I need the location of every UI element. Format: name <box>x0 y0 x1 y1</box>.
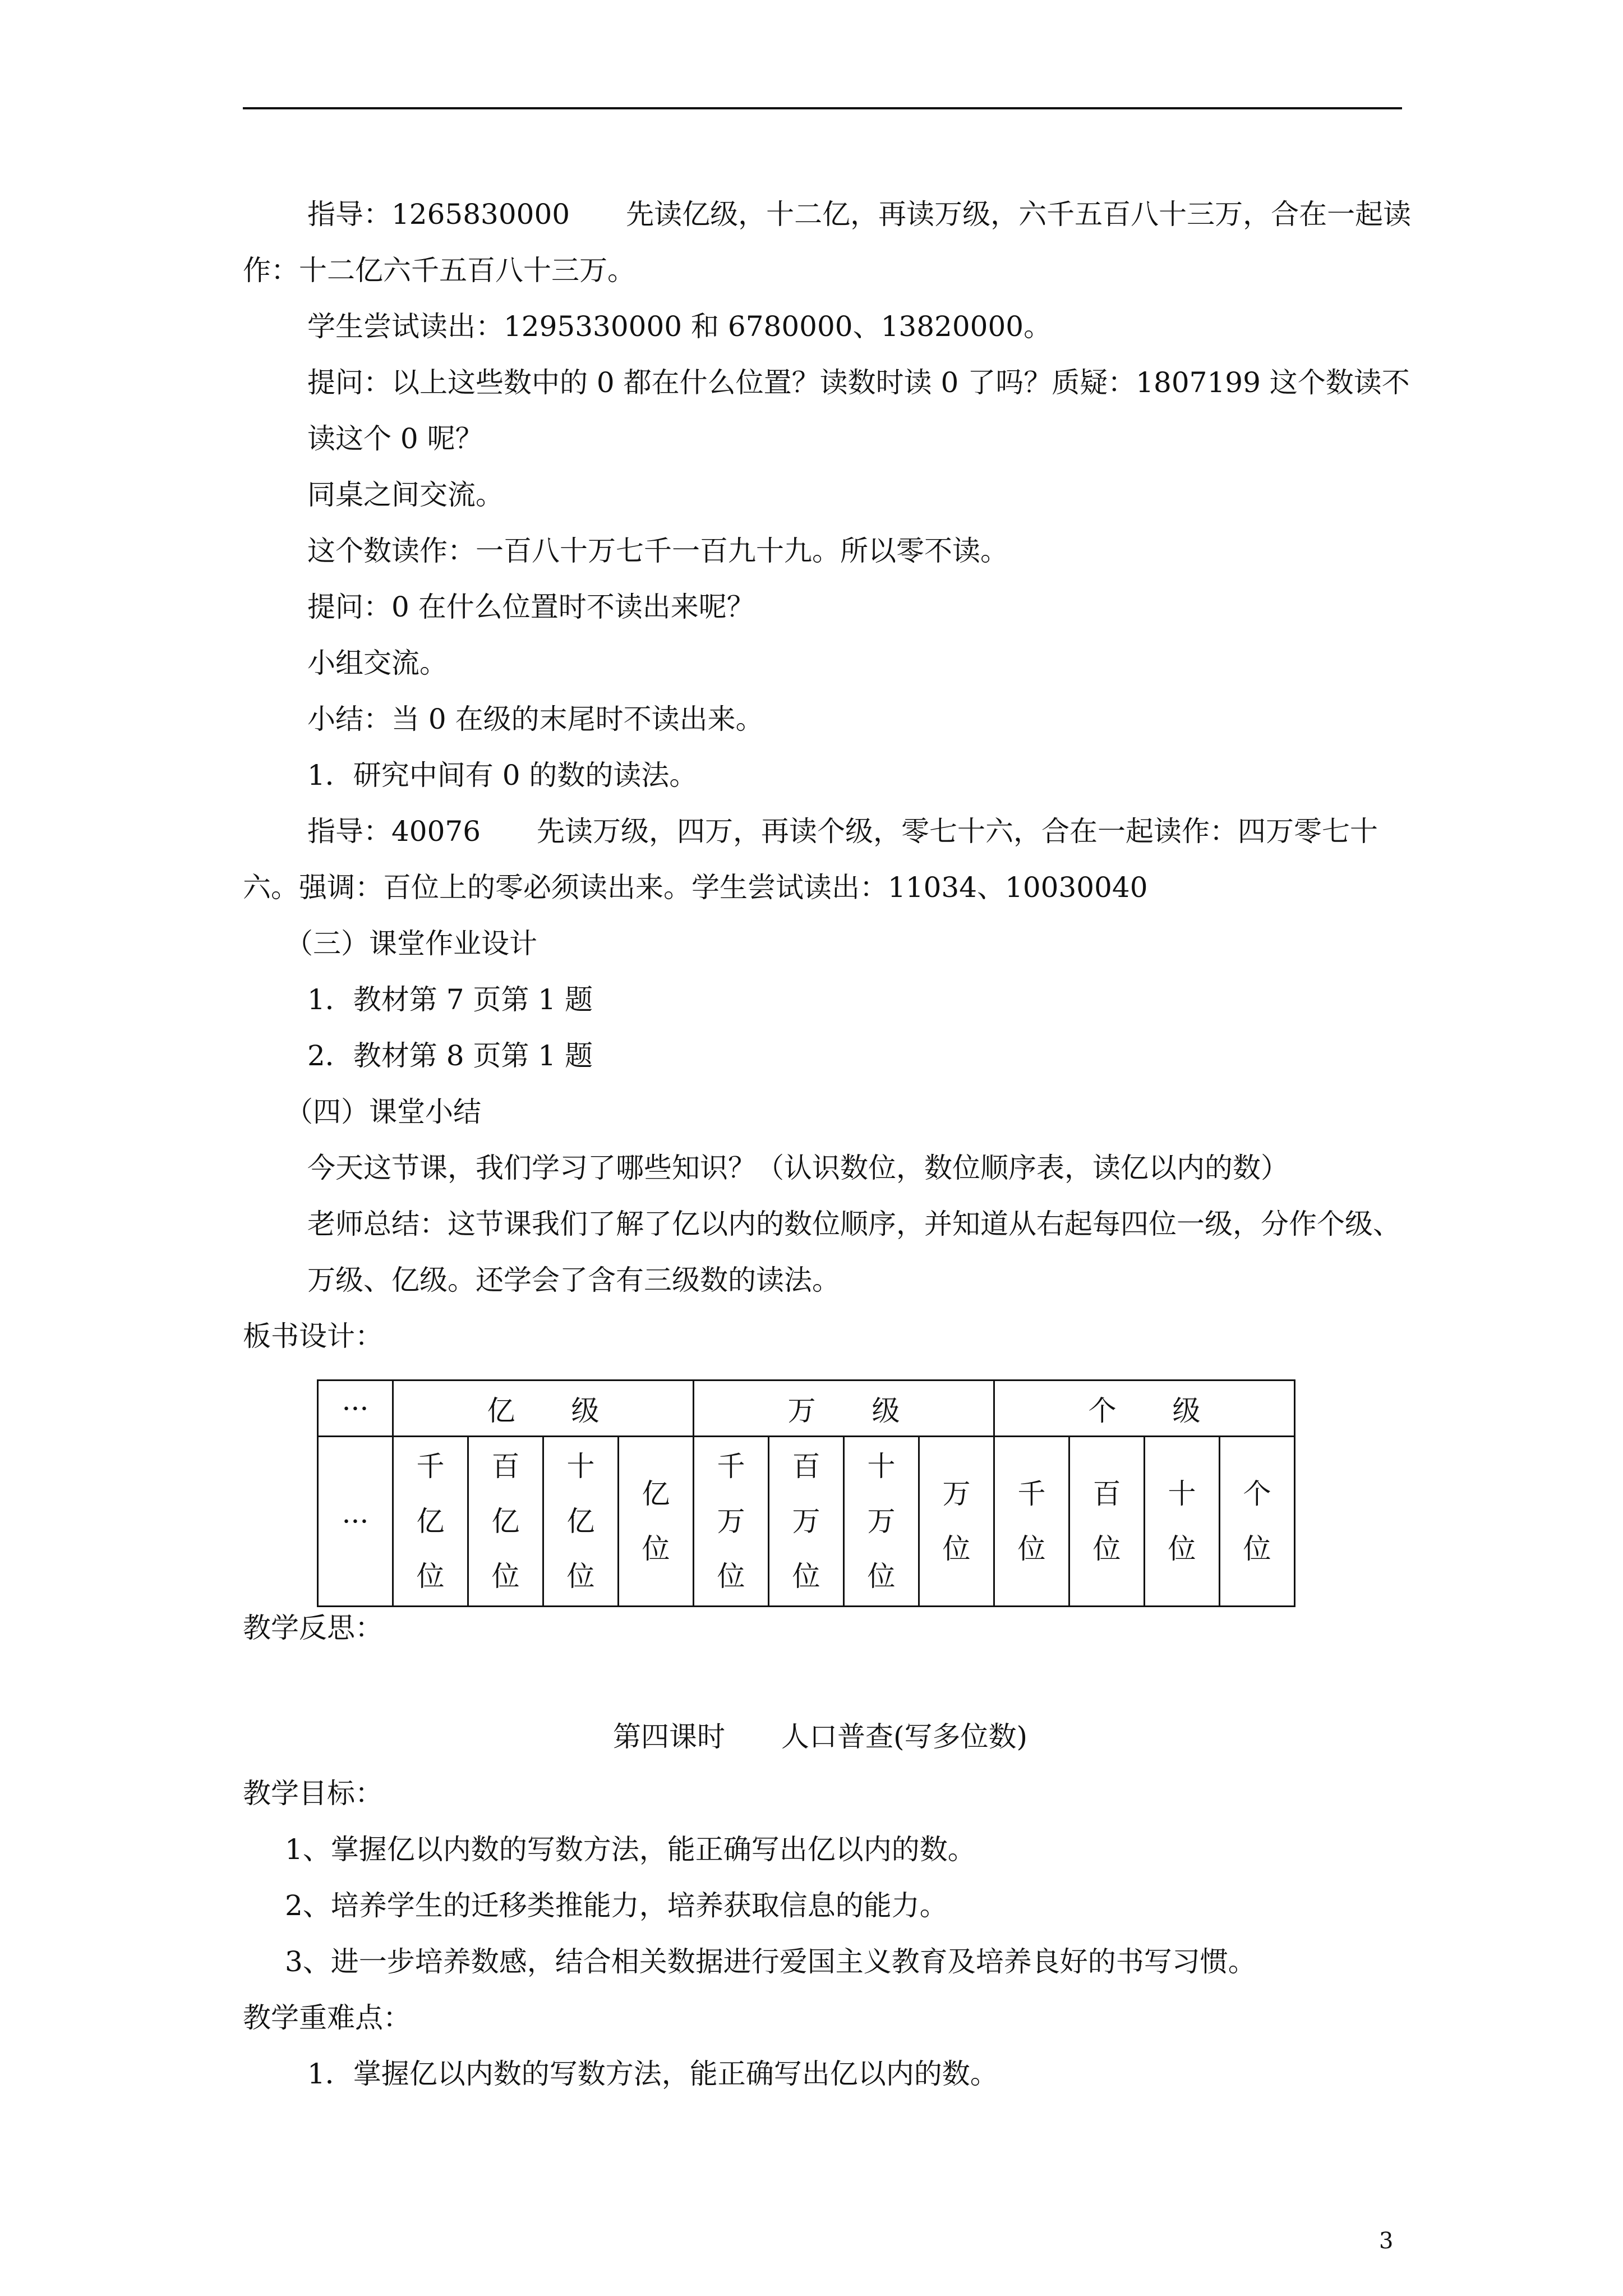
reflection-heading: 教学反思： <box>243 1612 383 1644</box>
place-value-table <box>317 1379 1295 1607</box>
text-line: 提问：以上这些数中的 0 都在什么位置？读数时读 0 了吗？质疑：1807199 这个数读不 <box>307 366 1410 399</box>
text-line: 学生尝试读出：1295330000 和 6780000、13820000。 <box>307 310 1052 343</box>
text-line: 提问：0 在什么位置时不读出来呢？ <box>307 591 755 623</box>
ellipsis-cell: ··· <box>318 1381 393 1437</box>
place-cell: 万位 <box>919 1437 994 1607</box>
goal-item: 1、掌握亿以内数的写数方法，能正确写出亿以内的数。 <box>285 1833 976 1866</box>
level-ge: 个 级 <box>994 1381 1295 1437</box>
text-line: 同桌之间交流。 <box>307 478 504 511</box>
place-cell: 千位 <box>994 1437 1069 1607</box>
goal-item: 3、进一步培养数感，结合相关数据进行爱国主义教育及培养良好的书写习惯。 <box>285 1945 1256 1978</box>
place-cell: 百万位 <box>769 1437 844 1607</box>
level-yi: 亿 级 <box>393 1381 694 1437</box>
difficulty-heading: 教学重难点： <box>243 2001 411 2034</box>
level-wan: 万 级 <box>694 1381 994 1437</box>
place-cell: 十位 <box>1145 1437 1220 1607</box>
board-heading: 板书设计： <box>243 1320 383 1352</box>
text-line: 1．教材第 7 页第 1 题 <box>307 983 593 1016</box>
goal-item: 2、培养学生的迁移类推能力，培养获取信息的能力。 <box>285 1889 948 1922</box>
goals-heading: 教学目标： <box>243 1777 383 1810</box>
text-line: 万级、亿级。还学会了含有三级数的读法。 <box>307 1264 840 1296</box>
place-cell: 千亿位 <box>393 1437 468 1607</box>
text-line: 今天这节课，我们学习了哪些知识？（认识数位，数位顺序表，读亿以内的数） <box>307 1152 1289 1184</box>
place-cell: 亿位 <box>619 1437 694 1607</box>
text-line: 六。强调：百位上的零必须读出来。学生尝试读出：11034、10030040 <box>243 871 1148 904</box>
section-heading: （三）课堂作业设计 <box>285 927 537 960</box>
text-line: 1．研究中间有 0 的数的读法。 <box>307 759 698 792</box>
text-line: 指导：1265830000 先读亿级，十二亿，再读万级，六千五百八十三万，合在一起读 <box>307 198 1412 231</box>
place-cell: 个位 <box>1220 1437 1295 1607</box>
text-line: 作：十二亿六千五百八十三万。 <box>243 254 635 287</box>
text-line: 读这个 0 呢？ <box>307 422 483 455</box>
header-rule <box>243 107 1402 109</box>
place-cell: 百位 <box>1069 1437 1145 1607</box>
text-line: 老师总结：这节课我们了解了亿以内的数位顺序，并知道从右起每四位一级，分作个级、 <box>307 1208 1401 1240</box>
text-line: 小组交流。 <box>307 647 448 679</box>
page-number: 3 <box>1379 2228 1394 2254</box>
difficulty-item: 1．掌握亿以内数的写数方法，能正确写出亿以内的数。 <box>307 2058 998 2090</box>
place-cell: 十亿位 <box>543 1437 619 1607</box>
text-line: 2．教材第 8 页第 1 题 <box>307 1039 593 1072</box>
place-cell: 十万位 <box>844 1437 919 1607</box>
text-line: 指导：40076 先读万级，四万，再读个级，零七十六，合在一起读作：四万零七十 <box>307 815 1378 848</box>
place-cell: 百亿位 <box>468 1437 543 1607</box>
text-line: 小结：当 0 在级的末尾时不读出来。 <box>307 703 764 735</box>
section-heading: （四）课堂小结 <box>285 1096 481 1128</box>
lesson-title: 第四课时 人口普查(写多位数) <box>613 1720 1028 1753</box>
ellipsis-cell: ··· <box>318 1437 393 1607</box>
place-cell: 千万位 <box>694 1437 769 1607</box>
text-line: 这个数读作：一百八十万七千一百九十九。所以零不读。 <box>307 535 1008 567</box>
